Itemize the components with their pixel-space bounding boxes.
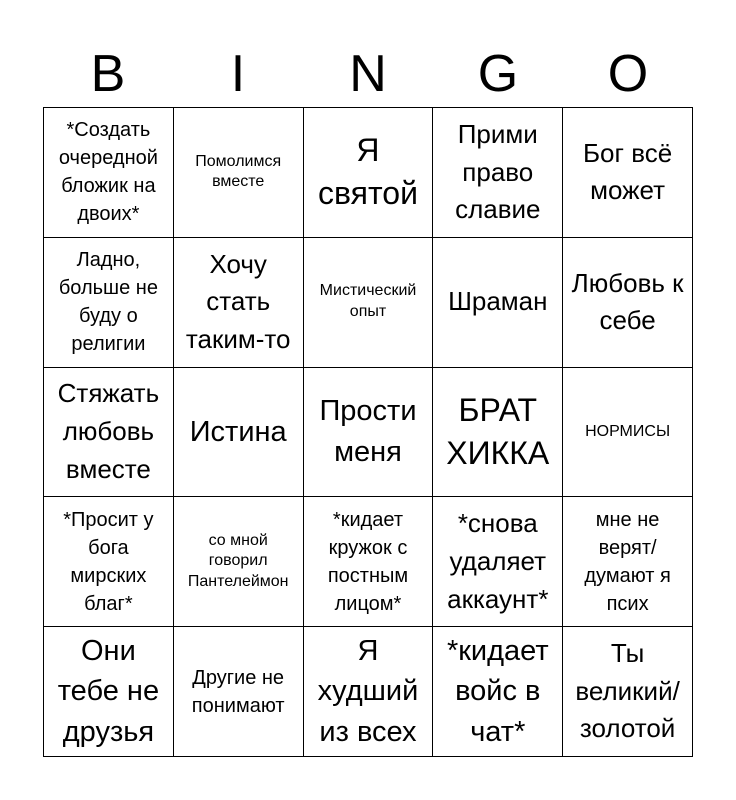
- cell-text: *Создать очередной бложик на двоих*: [58, 119, 158, 226]
- cell-text: *кидает кружок с постным лицом*: [327, 508, 409, 615]
- bingo-cell[interactable]: [563, 497, 693, 627]
- bingo-cell[interactable]: [563, 238, 693, 368]
- cell-text: НОРМИСЫ: [585, 422, 671, 440]
- bingo-cell[interactable]: [44, 368, 174, 498]
- cell-text: Прими право славие: [455, 118, 541, 225]
- bingo-cell[interactable]: [304, 368, 434, 498]
- cell-text: *кидает войс в чат*: [446, 634, 549, 748]
- bingo-grid: [43, 107, 693, 757]
- bingo-cell[interactable]: [433, 497, 563, 627]
- header-letter-b: B: [90, 45, 126, 103]
- bingo-cell[interactable]: [174, 627, 304, 757]
- bingo-header: [43, 40, 693, 108]
- cell-text: *Просит у бога мирских благ*: [63, 508, 154, 615]
- cell-text: Прости меня: [319, 395, 417, 468]
- cell-text: *снова удаляет аккаунт*: [447, 508, 549, 614]
- header-letter-i: I: [230, 45, 246, 103]
- bingo-cell[interactable]: [304, 238, 434, 368]
- bingo-cell[interactable]: [433, 368, 563, 498]
- bingo-cell[interactable]: [563, 627, 693, 757]
- cell-text: БРАТ ХИККА: [446, 391, 550, 471]
- header-letter-g: G: [477, 45, 519, 103]
- bingo-cell[interactable]: [563, 368, 693, 498]
- cell-text: Хочу стать таким-то: [185, 248, 291, 355]
- bingo-cell[interactable]: [44, 627, 174, 757]
- bingo-cell[interactable]: [433, 627, 563, 757]
- bingo-cell[interactable]: [304, 497, 434, 627]
- bingo-cell[interactable]: [174, 108, 304, 238]
- cell-text: Мистический опыт: [319, 282, 417, 321]
- cell-text: Истина: [189, 415, 287, 448]
- cell-text: Другие не понимают: [191, 666, 285, 717]
- bingo-cell[interactable]: [304, 108, 434, 238]
- cell-text: Я худший из всех: [317, 634, 419, 748]
- cell-text: Ладно, больше не буду о религии: [58, 249, 158, 356]
- bingo-cell[interactable]: [563, 108, 693, 238]
- cell-text: Я святой: [318, 132, 418, 212]
- bingo-cell[interactable]: [433, 108, 563, 238]
- bingo-cell[interactable]: [174, 368, 304, 498]
- bingo-cell[interactable]: [433, 238, 563, 368]
- bingo-cell[interactable]: [174, 238, 304, 368]
- bingo-cell[interactable]: [44, 497, 174, 627]
- cell-text: Стяжать любовь вместе: [57, 378, 160, 484]
- bingo-cell[interactable]: [44, 238, 174, 368]
- bingo-cell[interactable]: [44, 108, 174, 238]
- cell-text: мне не верят/ думают я псих: [584, 508, 671, 615]
- cell-text: Любовь к себе: [571, 267, 684, 336]
- header-letter-n: N: [349, 45, 387, 103]
- cell-text: Шраман: [448, 286, 548, 317]
- cell-text: Ты великий/ золотой: [575, 638, 680, 744]
- cell-text: со мной говорил Пантелеймон: [187, 531, 289, 591]
- cell-text: Помолимся вместе: [195, 152, 282, 191]
- bingo-cell[interactable]: [174, 497, 304, 627]
- bingo-cell[interactable]: [304, 627, 434, 757]
- header-letter-o: O: [607, 45, 649, 103]
- cell-text: Бог всё может: [582, 137, 673, 206]
- cell-text: Они тебе не друзья: [57, 634, 160, 748]
